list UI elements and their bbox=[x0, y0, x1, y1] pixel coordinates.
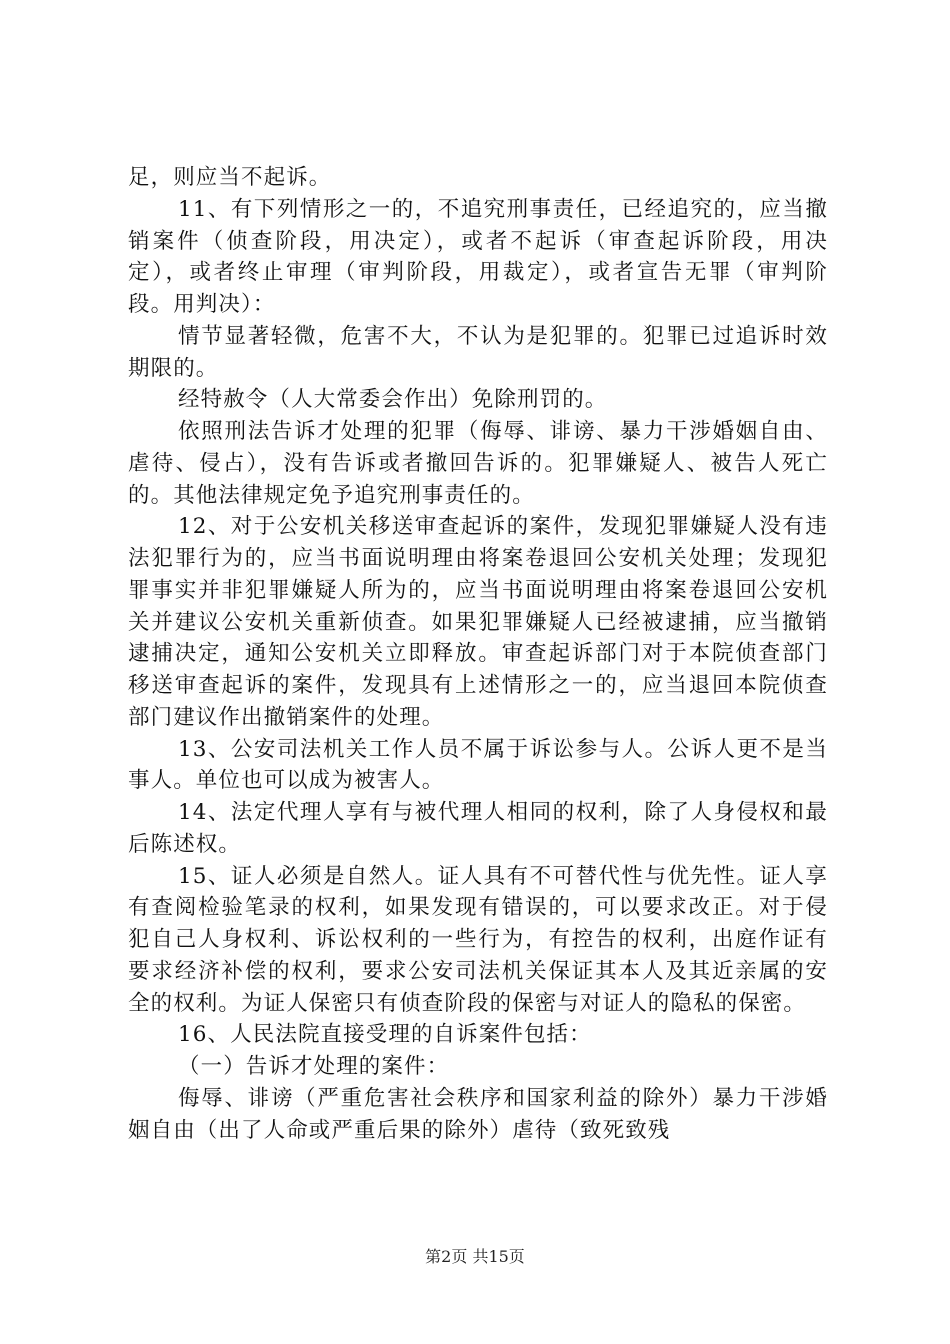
paragraph: 情节显著轻微，危害不大，不认为是犯罪的。犯罪已过追诉时效期限的。 bbox=[128, 323, 828, 381]
paragraph: 14、法定代理人享有与被代理人相同的权利，除了人身侵权和最后陈述权。 bbox=[128, 800, 828, 857]
paragraph: 11、有下列情形之一的，不追究刑事责任，已经追究的，应当撤销案件（侦查阶段，用决定），或者不起诉（审查起诉阶段，用决定），或者终止审理（审判阶段，用裁定），或者宣告无罪（审判阶段。用判决）： bbox=[128, 196, 828, 317]
paragraph: 足，则应当不起诉。 bbox=[128, 165, 332, 190]
paragraph: 15、证人必须是自然人。证人具有不可替代性与优先性。证人享有查阅检验笔录的权利，如果发现有错误的，可以要求改正。对于侵犯自己人身权利、诉讼权利的一些行为，有控告的权利，出庭作证有要求经济补偿的权利，要求公安司法机关保证其本人及其近亲属的安全的权利。为证人保密只有侦查阶段的保密与对证人的隐私的保密。 bbox=[128, 863, 828, 1016]
document-body bbox=[128, 162, 828, 1146]
paragraph: 12、对于公安机关移送审查起诉的案件，发现犯罪嫌疑人没有违法犯罪行为的，应当书面说明理由将案卷退回公安机关处理；发现犯罪事实并非犯罪嫌疑人所为的，应当书面说明理由将案卷退回公安机关并建议公安机关重新侦查。如果犯罪嫌疑人已经被逮捕，应当撤销逮捕决定，通知公安机关立即释放。审查起诉部门对于本院侦查部门移送审查起诉的案件，发现具有上述情形之一的，应当退回本院侦查部门建议作出撤销案件的处理。 bbox=[128, 514, 828, 730]
paragraph: 经特赦令（人大常委会作出）免除刑罚的。 bbox=[178, 387, 608, 413]
paragraph: （一）告诉才处理的案件： bbox=[178, 1054, 450, 1079]
paragraph: 16、人民法院直接受理的自诉案件包括： bbox=[178, 1022, 592, 1048]
page-number-footer: 第2页 共15页 bbox=[425, 1247, 525, 1266]
paragraph: 侮辱、诽谤（严重危害社会秩序和国家利益的除外）暴力干涉婚姻自由（出了人命或严重后果的除外）虐待（致死致残 bbox=[128, 1085, 828, 1143]
paragraph: 依照刑法告诉才处理的犯罪（侮辱、诽谤、暴力干涉婚姻自由、虐待、侵占），没有告诉或者撤回告诉的。犯罪嫌疑人、被告人死亡的。其他法律规定免予追究刑事责任的。 bbox=[128, 419, 828, 508]
paragraph: 13、公安司法机关工作人员不属于诉讼参与人。公诉人更不是当事人。单位也可以成为被害人。 bbox=[128, 736, 828, 794]
